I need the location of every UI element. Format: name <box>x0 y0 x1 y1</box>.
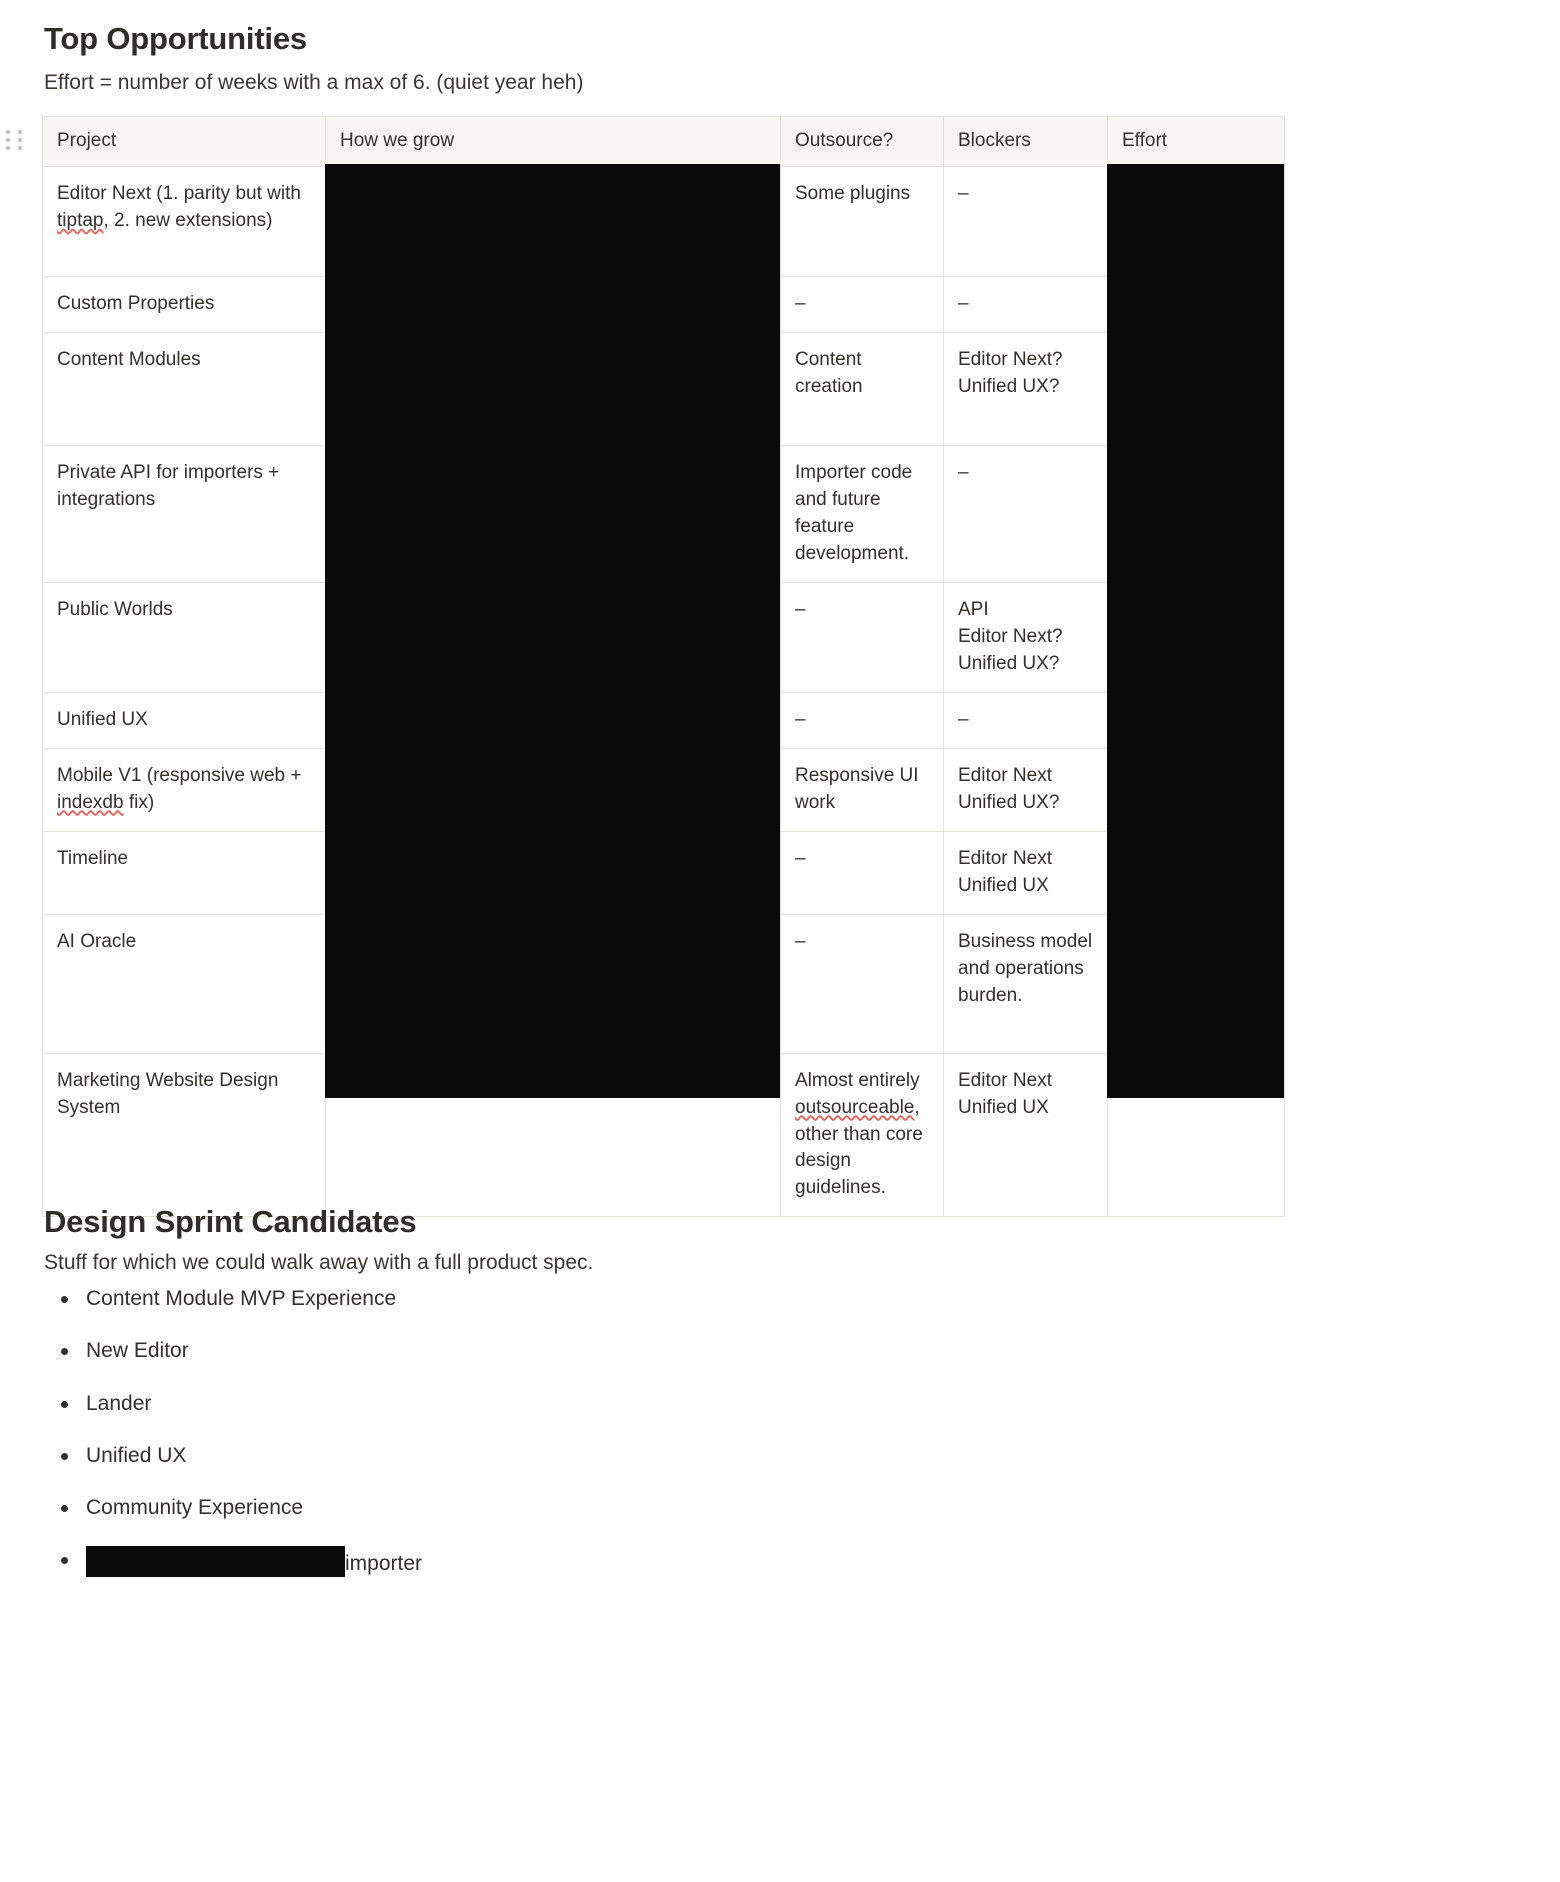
table-row <box>43 445 1285 582</box>
blocker-line: Editor Next <box>958 764 1052 786</box>
blocker-line: Unified UX <box>958 1096 1049 1118</box>
cell-outsource[interactable]: – <box>781 692 944 748</box>
cell-outsource[interactable]: – <box>781 914 944 1053</box>
page-title: Top Opportunities <box>44 21 307 56</box>
cell-outsource[interactable]: – <box>781 276 944 332</box>
table-row <box>43 692 1285 748</box>
list-item-label: Community Experience <box>86 1496 304 1520</box>
cell-how-we-grow[interactable] <box>326 445 781 582</box>
cell-project[interactable]: Private API for importers + integrations <box>43 445 326 582</box>
table-row <box>43 582 1285 692</box>
cell-outsource[interactable]: Some plugins <box>781 166 944 276</box>
list-item[interactable] <box>82 1285 944 1312</box>
cell-outsource[interactable]: – <box>781 582 944 692</box>
cell-how-we-grow[interactable] <box>326 692 781 748</box>
cell-how-we-grow[interactable] <box>326 276 781 332</box>
cell-blockers[interactable]: – <box>944 276 1108 332</box>
table-body <box>43 166 1285 1216</box>
opportunities-table <box>42 116 1285 1217</box>
cell-effort[interactable] <box>1108 748 1285 831</box>
cell-blockers[interactable]: – <box>944 166 1108 276</box>
cell-outsource[interactable]: Content creation <box>781 332 944 445</box>
cell-project[interactable] <box>43 748 326 831</box>
drag-handle-icon[interactable] <box>6 130 24 150</box>
blocker-line: Editor Next? <box>958 625 1063 647</box>
cell-how-we-grow[interactable] <box>326 831 781 914</box>
cell-blockers[interactable] <box>944 831 1108 914</box>
cell-project[interactable]: AI Oracle <box>43 914 326 1053</box>
table-row <box>43 332 1285 445</box>
column-header-outsource[interactable]: Outsource? <box>781 117 944 167</box>
cell-effort[interactable] <box>1108 276 1285 332</box>
cell-blockers[interactable]: – <box>944 692 1108 748</box>
misspelled-word: tiptap <box>57 209 104 231</box>
cell-blockers[interactable] <box>944 332 1108 445</box>
cell-blockers[interactable]: – <box>944 445 1108 582</box>
drag-dot <box>18 130 22 134</box>
table-row <box>43 276 1285 332</box>
cell-how-we-grow[interactable] <box>326 582 781 692</box>
blocker-line: Unified UX? <box>958 652 1060 674</box>
project-text: Editor Next (1. parity but with <box>57 182 301 204</box>
cell-effort[interactable] <box>1108 1053 1285 1217</box>
table-row <box>43 748 1285 831</box>
column-header-project[interactable]: Project <box>43 117 326 167</box>
table-row <box>43 166 1285 276</box>
opportunities-table-wrapper <box>42 116 1284 1217</box>
project-text: Mobile V1 (responsive web + <box>57 764 302 786</box>
cell-project[interactable]: Unified UX <box>43 692 326 748</box>
drag-dot <box>6 146 10 150</box>
list-item-label: Content Module MVP Experience <box>86 1287 397 1310</box>
list-item[interactable] <box>82 1494 944 1521</box>
cell-effort[interactable] <box>1108 582 1285 692</box>
cell-effort[interactable] <box>1108 445 1285 582</box>
cell-how-we-grow[interactable] <box>326 1053 781 1217</box>
cell-project[interactable]: Marketing Website Design System <box>43 1053 326 1217</box>
drag-dot <box>18 138 22 142</box>
design-sprint-title: Design Sprint Candidates <box>44 1204 417 1239</box>
cell-outsource[interactable] <box>781 1053 944 1217</box>
list-item[interactable] <box>82 1390 944 1417</box>
cell-effort[interactable] <box>1108 914 1285 1053</box>
list-item[interactable] <box>82 1546 944 1577</box>
cell-how-we-grow[interactable] <box>326 748 781 831</box>
list-item-label: importer <box>345 1552 423 1576</box>
list-item[interactable] <box>82 1442 944 1469</box>
cell-outsource[interactable]: – <box>781 831 944 914</box>
column-header-effort[interactable]: Effort <box>1108 117 1285 167</box>
project-text: , 2. new extensions) <box>103 209 273 231</box>
cell-how-we-grow[interactable] <box>326 332 781 445</box>
cell-effort[interactable] <box>1108 332 1285 445</box>
table-row <box>43 1053 1285 1217</box>
cell-effort[interactable] <box>1108 692 1285 748</box>
design-sprint-candidate-list <box>44 1285 944 1603</box>
cell-project[interactable]: Timeline <box>43 831 326 914</box>
cell-how-we-grow[interactable] <box>326 166 781 276</box>
cell-blockers[interactable]: Business model and operations burden. <box>944 914 1108 1053</box>
table-row <box>43 831 1285 914</box>
redaction-bullet-prefix <box>86 1546 345 1577</box>
blocker-line: Editor Next? <box>958 348 1063 370</box>
drag-dot <box>6 130 10 134</box>
list-item-label: Lander <box>86 1391 152 1415</box>
cell-effort[interactable] <box>1108 166 1285 276</box>
cell-outsource[interactable]: Responsive UI work <box>781 748 944 831</box>
list-item-label: Unified UX <box>86 1443 187 1467</box>
design-sprint-subtitle: Stuff for which we could walk away with a full product spec. <box>44 1251 594 1274</box>
project-text: fix) <box>123 791 155 813</box>
cell-blockers[interactable] <box>944 582 1108 692</box>
drag-dot <box>6 138 10 142</box>
blocker-line: Editor Next <box>958 847 1052 869</box>
cell-project[interactable]: Public Worlds <box>43 582 326 692</box>
cell-project[interactable]: Custom Properties <box>43 276 326 332</box>
cell-blockers[interactable] <box>944 748 1108 831</box>
drag-dot <box>18 146 22 150</box>
misspelled-word: indexdb <box>57 791 124 813</box>
list-item-label: New Editor <box>86 1339 189 1363</box>
list-item[interactable] <box>82 1337 944 1364</box>
page-subtitle: Effort = number of weeks with a max of 6. (quiet year heh) <box>44 71 584 94</box>
blocker-line: Editor Next <box>958 1069 1052 1091</box>
cell-project[interactable] <box>43 166 326 276</box>
misspelled-word: outsourceable <box>795 1096 915 1118</box>
cell-blockers[interactable] <box>944 1053 1108 1217</box>
column-header-blockers[interactable]: Blockers <box>944 117 1108 167</box>
table-header-row <box>43 117 1285 167</box>
cell-outsource[interactable]: Importer code and future feature development. <box>781 445 944 582</box>
blocker-line: Unified UX? <box>958 791 1060 813</box>
blocker-line: Unified UX <box>958 874 1049 896</box>
outsource-text: Almost entirely <box>795 1069 920 1091</box>
blocker-line: Unified UX? <box>958 375 1060 397</box>
cell-project[interactable]: Content Modules <box>43 332 326 445</box>
cell-how-we-grow[interactable] <box>326 914 781 1053</box>
blocker-line: API <box>958 598 989 620</box>
outsource-text: , other than core design guidelines. <box>795 1096 923 1199</box>
column-header-how-we-grow[interactable]: How we grow <box>326 117 781 167</box>
cell-effort[interactable] <box>1108 831 1285 914</box>
table-row <box>43 914 1285 1053</box>
